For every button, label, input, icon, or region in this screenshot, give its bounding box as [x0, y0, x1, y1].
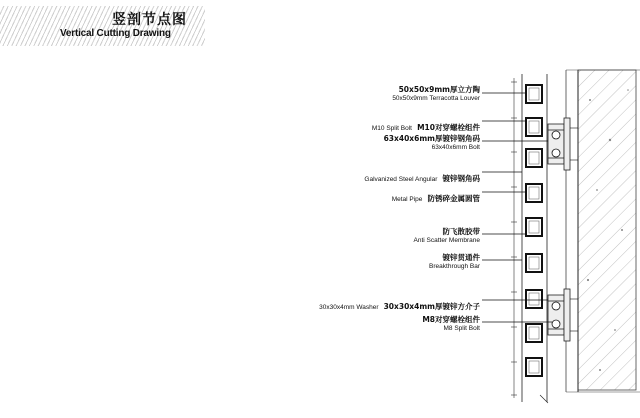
page-subtitle: Vertical Cutting Drawing	[60, 28, 171, 39]
callout-en: 63x40x6mm Bolt	[431, 143, 480, 151]
callout-en: Metal Pipe	[391, 196, 423, 203]
callout-cn: 防飞散胶带	[442, 227, 480, 236]
washer-bolts	[570, 128, 578, 331]
callout-cn: M10对穿螺栓组件	[417, 123, 480, 132]
terracotta-louvers	[526, 85, 542, 376]
callout-cn: 63x40x6mm厚镀锌钢角码	[383, 134, 480, 143]
callout-cn: 镀锌贯通件	[442, 253, 480, 262]
callout-en: Galvanized Steel Angular	[364, 176, 438, 183]
concrete-wall	[566, 70, 640, 392]
callout-cn: M8对穿螺栓组件	[422, 315, 480, 324]
dimension-line	[511, 78, 517, 398]
callout-en: Anti Scatter Membrane	[413, 236, 480, 244]
callout-cn: 30x30x4mm厚镀锌方介子	[383, 302, 480, 311]
callout-cn: 50x50x9mm厚立方陶	[398, 85, 480, 94]
callout-en: Breakthrough Bar	[429, 262, 480, 270]
callout-en: 30x30x4mm Washer	[319, 304, 379, 311]
callout-en: 50x50x9mm Terracotta Louver	[392, 94, 480, 102]
callout-cn: 镀锌钢角码	[442, 174, 480, 183]
callout-en: M8 Split Bolt	[443, 324, 480, 332]
callout-cn: 防锈碎金属圆管	[427, 194, 480, 203]
callout-en: M10 Split Bolt	[371, 125, 412, 132]
page-title: 竖剖节点图	[112, 12, 187, 28]
